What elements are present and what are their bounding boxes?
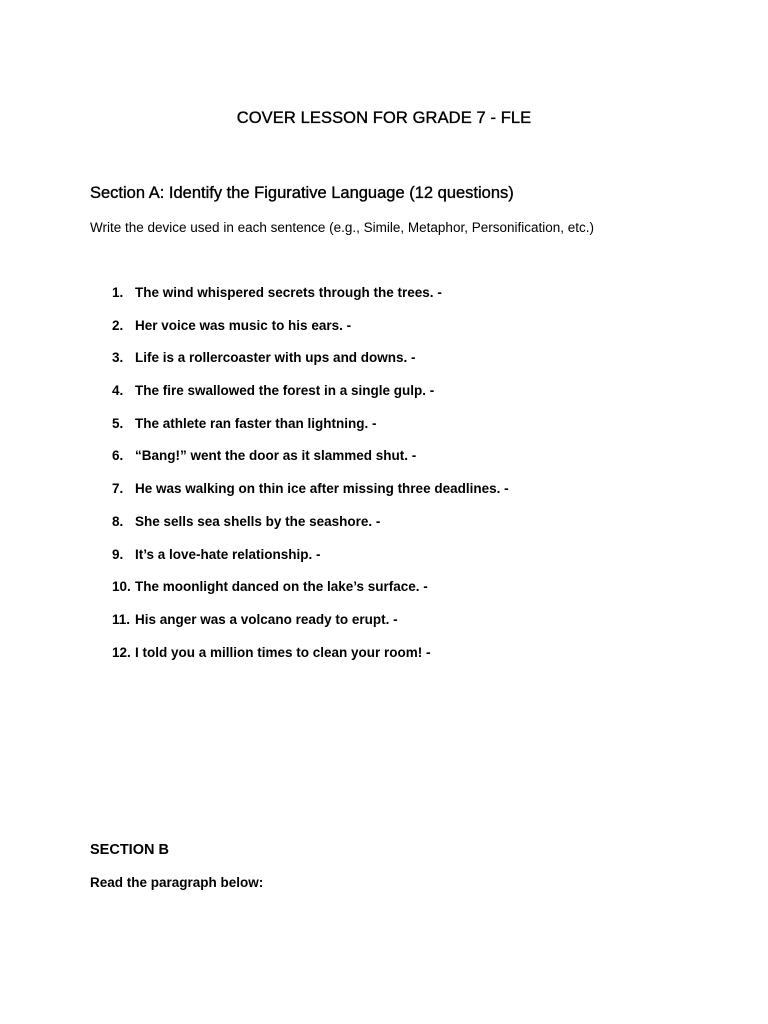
question-text: It’s a love-hate relationship. - xyxy=(135,546,321,562)
question-item xyxy=(112,546,509,579)
question-list xyxy=(112,284,509,676)
question-number: 8. xyxy=(112,513,124,529)
question-item xyxy=(112,415,509,448)
question-text: Her voice was music to his ears. - xyxy=(135,317,352,333)
question-item xyxy=(112,447,509,480)
question-number: 11. xyxy=(112,611,131,627)
question-number: 7. xyxy=(112,481,124,497)
question-text: I told you a million times to clean your room! - xyxy=(135,644,431,660)
question-text: His anger was a volcano ready to erupt. - xyxy=(135,611,398,627)
question-item xyxy=(112,578,509,611)
question-text: “Bang!” went the door as it slammed shut. - xyxy=(135,448,417,464)
page-title: COVER LESSON FOR GRADE 7 - FLE xyxy=(236,109,532,127)
question-number: 6. xyxy=(112,448,124,464)
question-item xyxy=(112,317,509,350)
question-item xyxy=(112,480,509,513)
section-b-prompt: Read the paragraph below: xyxy=(90,875,264,890)
question-number: 9. xyxy=(112,546,124,562)
question-number: 5. xyxy=(112,415,124,431)
question-number: 1. xyxy=(112,285,124,300)
question-item xyxy=(112,349,509,382)
question-number: 2. xyxy=(112,317,124,333)
question-number: 4. xyxy=(112,383,124,399)
section-a-instructions: Write the device used in each sentence (e.g., Simile, Metaphor, Personification, etc.) xyxy=(90,220,595,235)
question-item xyxy=(112,382,509,415)
question-item xyxy=(112,611,509,644)
question-text: She sells sea shells by the seashore. - xyxy=(135,513,381,529)
section-b-heading: SECTION B xyxy=(90,842,169,858)
question-text: Life is a rollercoaster with ups and downs. - xyxy=(135,350,416,366)
question-item xyxy=(112,284,509,317)
question-item xyxy=(112,644,509,677)
question-number: 12. xyxy=(112,644,131,660)
question-item xyxy=(112,513,509,546)
question-text: He was walking on thin ice after missing three deadlines. - xyxy=(135,481,509,497)
question-number: 3. xyxy=(112,350,124,366)
question-text: The moonlight danced on the lake’s surface. - xyxy=(135,579,428,595)
question-number: 10. xyxy=(112,579,131,595)
question-text: The fire swallowed the forest in a single gulp. - xyxy=(135,383,435,399)
question-text: The wind whispered secrets through the trees. - xyxy=(135,285,442,300)
section-a-heading: Section A: Identify the Figurative Language (12 questions) xyxy=(90,184,514,202)
question-text: The athlete ran faster than lightning. - xyxy=(135,415,377,431)
